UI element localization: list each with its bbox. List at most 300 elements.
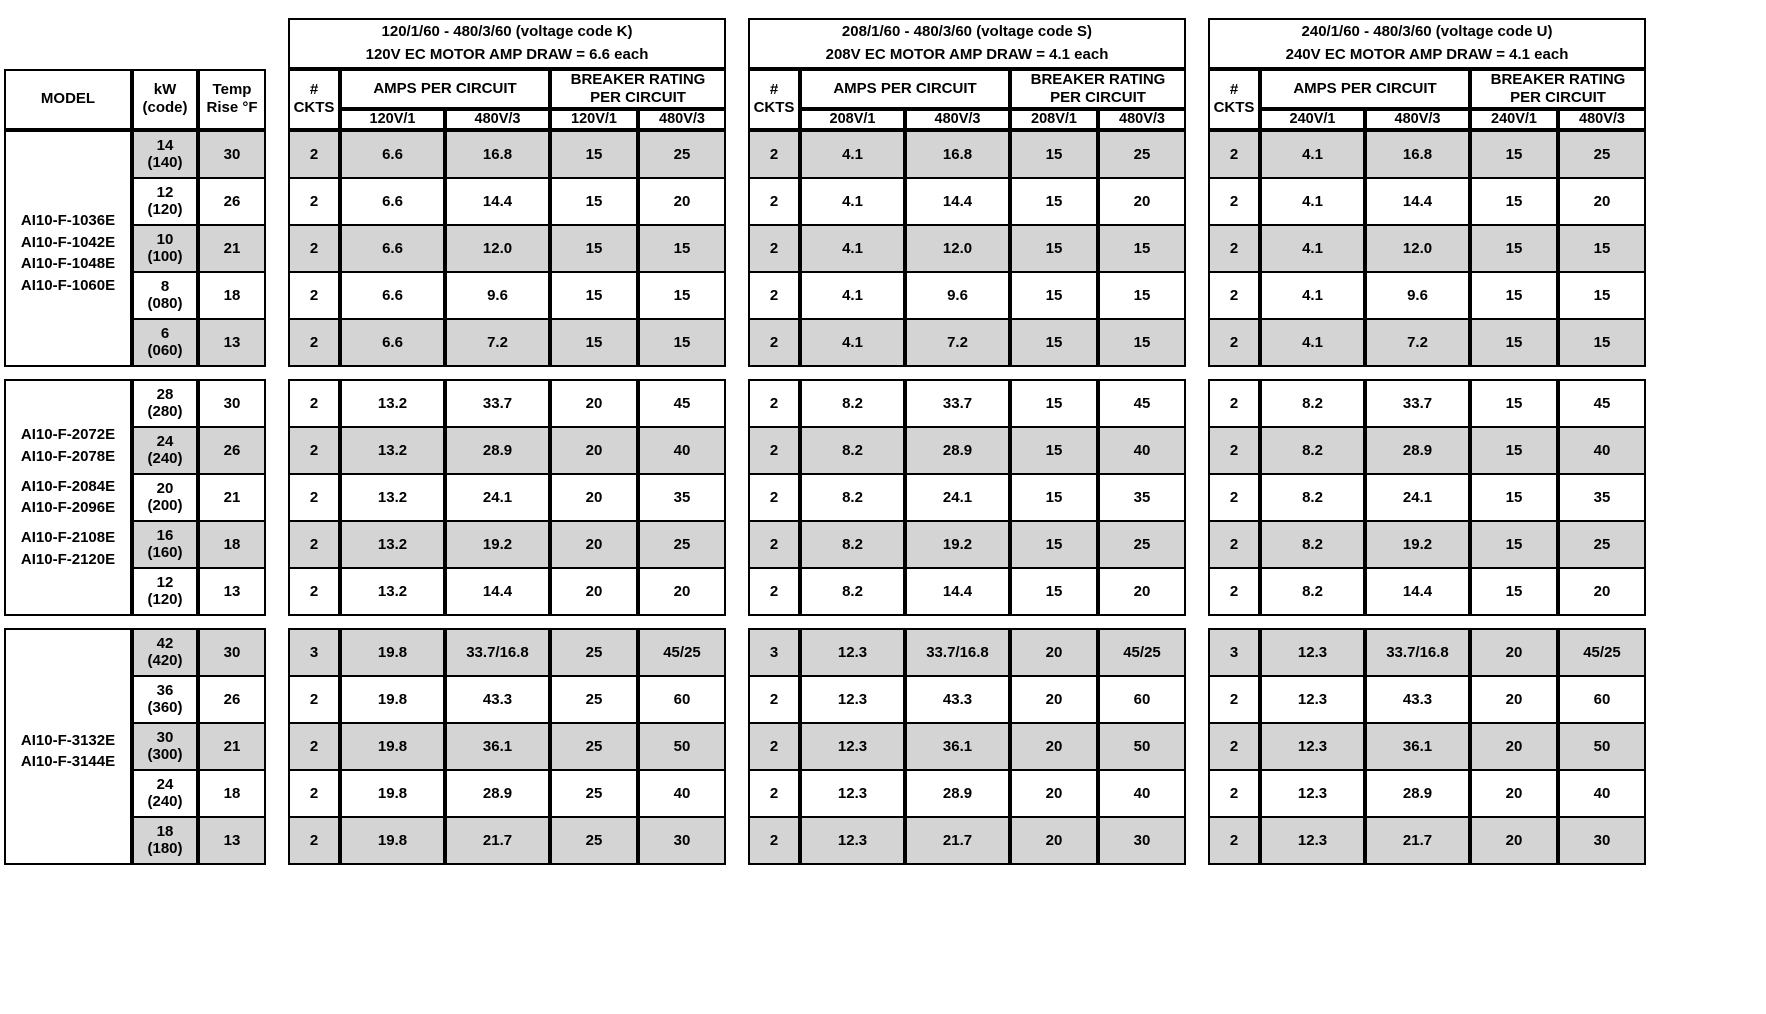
kw-code: (180)	[147, 840, 183, 858]
subheader-g2-4: 480V/3	[1098, 109, 1186, 130]
cell-breaker-1ph-g1: 15	[550, 319, 638, 367]
cell-breaker-1ph-g3: 15	[1470, 568, 1558, 616]
cell-ckts-g1: 2	[288, 427, 340, 474]
table-row	[4, 427, 1646, 474]
cell-amps-1ph-g3: 4.1	[1260, 319, 1365, 367]
cell-ckts-g2: 2	[748, 521, 800, 568]
cell-kw	[132, 178, 198, 225]
cell-ckts-g3: 3	[1208, 628, 1260, 676]
column-gap	[266, 521, 288, 568]
column-gap	[1186, 723, 1208, 770]
table-row	[4, 225, 1646, 272]
cell-ckts-g2: 2	[748, 427, 800, 474]
header-amps-per-circuit-1	[340, 69, 550, 109]
cell-breaker-1ph-g2: 15	[1010, 427, 1098, 474]
header-amps-per-circuit-2-line1: AMPS PER CIRCUIT	[833, 79, 977, 97]
cell-ckts-g3: 2	[1208, 521, 1260, 568]
column-gap	[1186, 130, 1208, 178]
cell-kw	[132, 723, 198, 770]
column-gap	[726, 427, 748, 474]
cell-breaker-3ph-g2: 45	[1098, 379, 1186, 427]
block-gap	[4, 367, 1646, 379]
cell-temp-rise: 13	[198, 319, 266, 367]
cell-breaker-3ph-g2: 40	[1098, 770, 1186, 817]
kw-value: 6	[160, 325, 170, 343]
cell-temp-rise: 26	[198, 676, 266, 723]
cell-kw	[132, 770, 198, 817]
cell-amps-1ph-g2: 8.2	[800, 379, 905, 427]
cell-amps-1ph-g2: 4.1	[800, 272, 905, 319]
cell-amps-3ph-g1: 16.8	[445, 130, 550, 178]
spec-sheet	[0, 18, 1766, 1014]
cell-breaker-3ph-g3: 20	[1558, 568, 1646, 616]
cell-amps-3ph-g3: 21.7	[1365, 817, 1470, 865]
kw-code: (080)	[147, 295, 183, 313]
cell-amps-1ph-g1: 19.8	[340, 817, 445, 865]
column-gap	[1186, 628, 1208, 676]
column-gap	[266, 319, 288, 367]
subheader-g2-3: 208V/1	[1010, 109, 1098, 130]
cell-amps-3ph-g1: 24.1	[445, 474, 550, 521]
header-breaker-rating-3-line2: PER CIRCUIT	[1510, 88, 1606, 106]
kw-value: 10	[156, 231, 174, 249]
column-gap	[726, 568, 748, 616]
cell-amps-3ph-g1: 28.9	[445, 770, 550, 817]
header-amps-per-circuit-3-line1: AMPS PER CIRCUIT	[1293, 79, 1437, 97]
cell-breaker-3ph-g1: 25	[638, 521, 726, 568]
cell-breaker-3ph-g3: 25	[1558, 130, 1646, 178]
cell-breaker-3ph-g3: 50	[1558, 723, 1646, 770]
cell-breaker-3ph-g2: 15	[1098, 319, 1186, 367]
cell-amps-1ph-g3: 4.1	[1260, 272, 1365, 319]
column-gap	[1186, 319, 1208, 367]
cell-breaker-3ph-g1: 30	[638, 817, 726, 865]
cell-amps-1ph-g1: 6.6	[340, 225, 445, 272]
cell-breaker-3ph-g2: 35	[1098, 474, 1186, 521]
column-gap	[266, 109, 288, 130]
cell-breaker-3ph-g3: 15	[1558, 272, 1646, 319]
header-model-line1: MODEL	[40, 90, 96, 108]
column-gap	[1186, 272, 1208, 319]
column-gap	[266, 474, 288, 521]
column-gap	[726, 272, 748, 319]
kw-value: 16	[156, 527, 174, 545]
block-gap	[4, 616, 1646, 628]
column-gap	[266, 568, 288, 616]
table-row	[4, 474, 1646, 521]
cell-amps-1ph-g2: 8.2	[800, 521, 905, 568]
column-gap	[726, 628, 748, 676]
cell-amps-1ph-g2: 12.3	[800, 723, 905, 770]
header-ckts-1-line1: #	[309, 81, 319, 99]
cell-amps-3ph-g1: 7.2	[445, 319, 550, 367]
cell-amps-3ph-g2: 28.9	[905, 427, 1010, 474]
cell-breaker-1ph-g1: 25	[550, 723, 638, 770]
cell-breaker-1ph-g3: 20	[1470, 723, 1558, 770]
cell-amps-3ph-g2: 14.4	[905, 568, 1010, 616]
cell-breaker-1ph-g3: 20	[1470, 770, 1558, 817]
voltage-group-title-1	[288, 18, 726, 69]
model-spacer	[6, 519, 130, 527]
column-gap	[726, 225, 748, 272]
column-gap	[1186, 178, 1208, 225]
cell-ckts-g1: 2	[288, 474, 340, 521]
cell-ckts-g3: 2	[1208, 225, 1260, 272]
table-row	[4, 770, 1646, 817]
table-row	[4, 130, 1646, 178]
header-temp-rise-line1: Temp	[212, 81, 252, 99]
cell-amps-1ph-g2: 12.3	[800, 817, 905, 865]
column-gap	[1186, 69, 1208, 109]
cell-breaker-1ph-g2: 20	[1010, 817, 1098, 865]
cell-ckts-g3: 2	[1208, 817, 1260, 865]
column-gap	[726, 474, 748, 521]
cell-amps-3ph-g3: 9.6	[1365, 272, 1470, 319]
cell-ckts-g1: 3	[288, 628, 340, 676]
model-name: AI10-F-2096E	[20, 499, 116, 517]
cell-breaker-3ph-g3: 15	[1558, 319, 1646, 367]
kw-value: 14	[156, 137, 174, 155]
cell-amps-1ph-g2: 4.1	[800, 225, 905, 272]
cell-breaker-1ph-g1: 25	[550, 770, 638, 817]
cell-ckts-g1: 2	[288, 676, 340, 723]
cell-amps-1ph-g3: 8.2	[1260, 379, 1365, 427]
kw-value: 20	[156, 480, 174, 498]
cell-ckts-g2: 2	[748, 817, 800, 865]
cell-amps-1ph-g1: 13.2	[340, 521, 445, 568]
cell-ckts-g1: 2	[288, 568, 340, 616]
cell-amps-3ph-g3: 36.1	[1365, 723, 1470, 770]
column-gap	[726, 69, 748, 109]
column-gap	[1186, 770, 1208, 817]
cell-amps-1ph-g2: 4.1	[800, 178, 905, 225]
cell-amps-3ph-g2: 43.3	[905, 676, 1010, 723]
subheader-g1-3: 120V/1	[550, 109, 638, 130]
kw-code: (120)	[147, 591, 183, 609]
cell-breaker-1ph-g2: 15	[1010, 130, 1098, 178]
model-spacer	[6, 468, 130, 476]
model-name: AI10-F-3144E	[20, 753, 116, 771]
column-gap	[726, 178, 748, 225]
cell-breaker-3ph-g3: 40	[1558, 427, 1646, 474]
cell-breaker-1ph-g1: 25	[550, 676, 638, 723]
kw-value: 18	[156, 823, 174, 841]
model-name: AI10-F-1036E	[20, 211, 116, 229]
model-name: AI10-F-1048E	[20, 255, 116, 273]
cell-amps-3ph-g2: 14.4	[905, 178, 1010, 225]
cell-ckts-g3: 2	[1208, 474, 1260, 521]
cell-amps-1ph-g1: 19.8	[340, 628, 445, 676]
cell-amps-3ph-g3: 28.9	[1365, 427, 1470, 474]
cell-breaker-1ph-g3: 20	[1470, 676, 1558, 723]
cell-amps-3ph-g1: 43.3	[445, 676, 550, 723]
cell-amps-1ph-g3: 12.3	[1260, 817, 1365, 865]
column-gap	[726, 770, 748, 817]
header-amps-per-circuit-2	[800, 69, 1010, 109]
cell-amps-1ph-g1: 13.2	[340, 379, 445, 427]
column-gap	[266, 427, 288, 474]
voltage-group-title-line1: 120/1/60 - 480/3/60 (voltage code K)	[381, 23, 633, 40]
kw-code: (100)	[147, 248, 183, 266]
table-row	[4, 521, 1646, 568]
cell-amps-1ph-g3: 4.1	[1260, 178, 1365, 225]
cell-temp-rise: 21	[198, 225, 266, 272]
column-gap	[726, 676, 748, 723]
subheader-g1-4: 480V/3	[638, 109, 726, 130]
cell-amps-1ph-g2: 4.1	[800, 319, 905, 367]
cell-ckts-g2: 3	[748, 628, 800, 676]
cell-breaker-1ph-g2: 15	[1010, 178, 1098, 225]
column-gap	[266, 18, 288, 69]
cell-breaker-1ph-g1: 20	[550, 474, 638, 521]
cell-kw	[132, 379, 198, 427]
cell-kw	[132, 130, 198, 178]
column-gap	[726, 817, 748, 865]
kw-code: (240)	[147, 793, 183, 811]
cell-kw	[132, 225, 198, 272]
cell-amps-3ph-g2: 33.7/16.8	[905, 628, 1010, 676]
cell-ckts-g2: 2	[748, 178, 800, 225]
cell-breaker-1ph-g3: 15	[1470, 427, 1558, 474]
column-gap	[1186, 474, 1208, 521]
cell-amps-3ph-g3: 12.0	[1365, 225, 1470, 272]
column-gap	[1186, 521, 1208, 568]
header-model	[4, 69, 132, 130]
model-name: AI10-F-1060E	[20, 277, 116, 295]
cell-temp-rise: 18	[198, 521, 266, 568]
table-row	[4, 379, 1646, 427]
cell-amps-3ph-g1: 21.7	[445, 817, 550, 865]
cell-breaker-1ph-g3: 15	[1470, 379, 1558, 427]
cell-amps-3ph-g1: 12.0	[445, 225, 550, 272]
cell-ckts-g2: 2	[748, 379, 800, 427]
cell-breaker-1ph-g1: 20	[550, 427, 638, 474]
cell-ckts-g2: 2	[748, 319, 800, 367]
column-gap	[266, 770, 288, 817]
cell-kw	[132, 272, 198, 319]
header-ckts-1-line2: CKTS	[293, 99, 335, 117]
cell-ckts-g2: 2	[748, 474, 800, 521]
cell-breaker-1ph-g3: 15	[1470, 130, 1558, 178]
cell-kw	[132, 628, 198, 676]
cell-breaker-3ph-g1: 40	[638, 770, 726, 817]
cell-amps-1ph-g3: 8.2	[1260, 568, 1365, 616]
model-name: AI10-F-2084E	[20, 477, 116, 495]
header-kw	[132, 69, 198, 130]
column-gap	[1186, 676, 1208, 723]
subheader-g2-2: 480V/3	[905, 109, 1010, 130]
cell-breaker-1ph-g1: 25	[550, 628, 638, 676]
cell-ckts-g1: 2	[288, 817, 340, 865]
cell-ckts-g1: 2	[288, 130, 340, 178]
cell-breaker-3ph-g1: 45/25	[638, 628, 726, 676]
header-breaker-rating-1	[550, 69, 726, 109]
cell-breaker-3ph-g2: 25	[1098, 521, 1186, 568]
kw-code: (200)	[147, 497, 183, 515]
cell-amps-1ph-g1: 6.6	[340, 130, 445, 178]
cell-amps-3ph-g1: 36.1	[445, 723, 550, 770]
column-gap	[726, 319, 748, 367]
cell-breaker-1ph-g2: 15	[1010, 521, 1098, 568]
cell-amps-1ph-g1: 6.6	[340, 272, 445, 319]
voltage-group-title-line1: 208/1/60 - 480/3/60 (voltage code S)	[841, 23, 1093, 40]
cell-breaker-1ph-g1: 25	[550, 817, 638, 865]
cell-kw	[132, 676, 198, 723]
kw-code: (300)	[147, 746, 183, 764]
cell-ckts-g1: 2	[288, 225, 340, 272]
cell-breaker-1ph-g3: 15	[1470, 225, 1558, 272]
column-gap	[266, 379, 288, 427]
cell-amps-1ph-g1: 19.8	[340, 770, 445, 817]
header-ckts-3-line1: #	[1229, 81, 1239, 99]
cell-breaker-1ph-g2: 15	[1010, 319, 1098, 367]
cell-kw	[132, 319, 198, 367]
kw-value: 42	[156, 635, 174, 653]
cell-ckts-g3: 2	[1208, 319, 1260, 367]
cell-ckts-g3: 2	[1208, 272, 1260, 319]
cell-amps-3ph-g1: 33.7/16.8	[445, 628, 550, 676]
cell-amps-3ph-g1: 33.7	[445, 379, 550, 427]
cell-breaker-3ph-g3: 35	[1558, 474, 1646, 521]
cell-breaker-1ph-g2: 20	[1010, 770, 1098, 817]
cell-ckts-g1: 2	[288, 521, 340, 568]
cell-breaker-1ph-g2: 15	[1010, 379, 1098, 427]
cell-ckts-g2: 2	[748, 676, 800, 723]
cell-ckts-g1: 2	[288, 379, 340, 427]
cell-breaker-3ph-g2: 15	[1098, 272, 1186, 319]
cell-breaker-3ph-g1: 25	[638, 130, 726, 178]
cell-amps-3ph-g2: 24.1	[905, 474, 1010, 521]
cell-ckts-g1: 2	[288, 723, 340, 770]
cell-amps-3ph-g3: 14.4	[1365, 568, 1470, 616]
subheader-g1-1: 120V/1	[340, 109, 445, 130]
cell-amps-1ph-g3: 8.2	[1260, 521, 1365, 568]
cell-amps-1ph-g2: 8.2	[800, 427, 905, 474]
cell-amps-1ph-g2: 8.2	[800, 568, 905, 616]
cell-amps-3ph-g3: 7.2	[1365, 319, 1470, 367]
column-gap	[266, 817, 288, 865]
cell-amps-3ph-g3: 19.2	[1365, 521, 1470, 568]
column-gap	[266, 178, 288, 225]
header-amps-per-circuit-1-line1: AMPS PER CIRCUIT	[373, 79, 517, 97]
column-gap	[266, 676, 288, 723]
cell-ckts-g3: 2	[1208, 178, 1260, 225]
cell-amps-1ph-g3: 8.2	[1260, 474, 1365, 521]
cell-amps-3ph-g1: 28.9	[445, 427, 550, 474]
table-row	[4, 723, 1646, 770]
cell-amps-1ph-g3: 12.3	[1260, 628, 1365, 676]
cell-breaker-1ph-g3: 15	[1470, 319, 1558, 367]
subheader-g2-1: 208V/1	[800, 109, 905, 130]
voltage-group-title-3	[1208, 18, 1646, 69]
column-gap	[1186, 568, 1208, 616]
column-gap	[266, 272, 288, 319]
cell-ckts-g2: 2	[748, 568, 800, 616]
cell-amps-3ph-g1: 9.6	[445, 272, 550, 319]
header-breaker-rating-3	[1470, 69, 1646, 109]
kw-value: 36	[156, 682, 174, 700]
cell-amps-1ph-g2: 12.3	[800, 770, 905, 817]
cell-breaker-1ph-g2: 15	[1010, 225, 1098, 272]
cell-breaker-1ph-g1: 15	[550, 178, 638, 225]
cell-ckts-g2: 2	[748, 130, 800, 178]
model-name: AI10-F-1042E	[20, 233, 116, 251]
cell-amps-3ph-g2: 33.7	[905, 379, 1010, 427]
cell-breaker-1ph-g2: 15	[1010, 272, 1098, 319]
cell-amps-3ph-g1: 14.4	[445, 568, 550, 616]
cell-temp-rise: 21	[198, 474, 266, 521]
cell-breaker-3ph-g3: 25	[1558, 521, 1646, 568]
cell-amps-3ph-g2: 9.6	[905, 272, 1010, 319]
cell-breaker-1ph-g1: 20	[550, 568, 638, 616]
cell-amps-1ph-g1: 6.6	[340, 319, 445, 367]
cell-amps-1ph-g2: 4.1	[800, 130, 905, 178]
cell-amps-1ph-g1: 13.2	[340, 474, 445, 521]
cell-kw	[132, 474, 198, 521]
model-group-1	[4, 130, 132, 367]
subheader-g3-2: 480V/3	[1365, 109, 1470, 130]
cell-breaker-3ph-g2: 20	[1098, 568, 1186, 616]
model-name: AI10-F-2120E	[20, 550, 116, 568]
cell-breaker-3ph-g2: 40	[1098, 427, 1186, 474]
model-spacer	[6, 200, 130, 210]
cell-temp-rise: 30	[198, 379, 266, 427]
cell-breaker-1ph-g1: 15	[550, 130, 638, 178]
cell-amps-3ph-g3: 24.1	[1365, 474, 1470, 521]
cell-breaker-1ph-g2: 15	[1010, 568, 1098, 616]
cell-amps-1ph-g2: 12.3	[800, 676, 905, 723]
cell-temp-rise: 30	[198, 130, 266, 178]
model-name: AI10-F-2078E	[20, 447, 116, 465]
cell-kw	[132, 817, 198, 865]
model-name: AI10-F-3132E	[20, 731, 116, 749]
column-gap	[726, 109, 748, 130]
cell-breaker-3ph-g1: 20	[638, 178, 726, 225]
header-breaker-rating-1-line1: BREAKER RATING	[570, 70, 706, 88]
header-ckts-3-line2: CKTS	[1213, 99, 1255, 117]
cell-breaker-3ph-g3: 20	[1558, 178, 1646, 225]
cell-amps-3ph-g3: 28.9	[1365, 770, 1470, 817]
kw-value: 8	[160, 278, 170, 296]
column-gap	[1186, 427, 1208, 474]
cell-ckts-g3: 2	[1208, 723, 1260, 770]
cell-breaker-3ph-g1: 35	[638, 474, 726, 521]
cell-breaker-1ph-g3: 15	[1470, 178, 1558, 225]
cell-amps-3ph-g1: 14.4	[445, 178, 550, 225]
column-gap	[1186, 109, 1208, 130]
cell-ckts-g3: 2	[1208, 427, 1260, 474]
cell-amps-1ph-g3: 12.3	[1260, 723, 1365, 770]
cell-ckts-g3: 2	[1208, 130, 1260, 178]
header-amps-per-circuit-3	[1260, 69, 1470, 109]
cell-amps-3ph-g3: 33.7/16.8	[1365, 628, 1470, 676]
cell-breaker-3ph-g1: 20	[638, 568, 726, 616]
electrical-spec-table	[4, 18, 1646, 865]
model-group-2	[4, 379, 132, 616]
kw-code: (360)	[147, 699, 183, 717]
cell-breaker-1ph-g2: 20	[1010, 676, 1098, 723]
column-gap	[726, 130, 748, 178]
kw-code: (420)	[147, 652, 183, 670]
subheader-g3-3: 240V/1	[1470, 109, 1558, 130]
subheader-g3-1: 240V/1	[1260, 109, 1365, 130]
cell-amps-1ph-g3: 12.3	[1260, 676, 1365, 723]
cell-amps-1ph-g1: 19.8	[340, 676, 445, 723]
cell-amps-1ph-g1: 19.8	[340, 723, 445, 770]
cell-breaker-3ph-g2: 25	[1098, 130, 1186, 178]
cell-amps-3ph-g2: 16.8	[905, 130, 1010, 178]
table-row	[4, 676, 1646, 723]
